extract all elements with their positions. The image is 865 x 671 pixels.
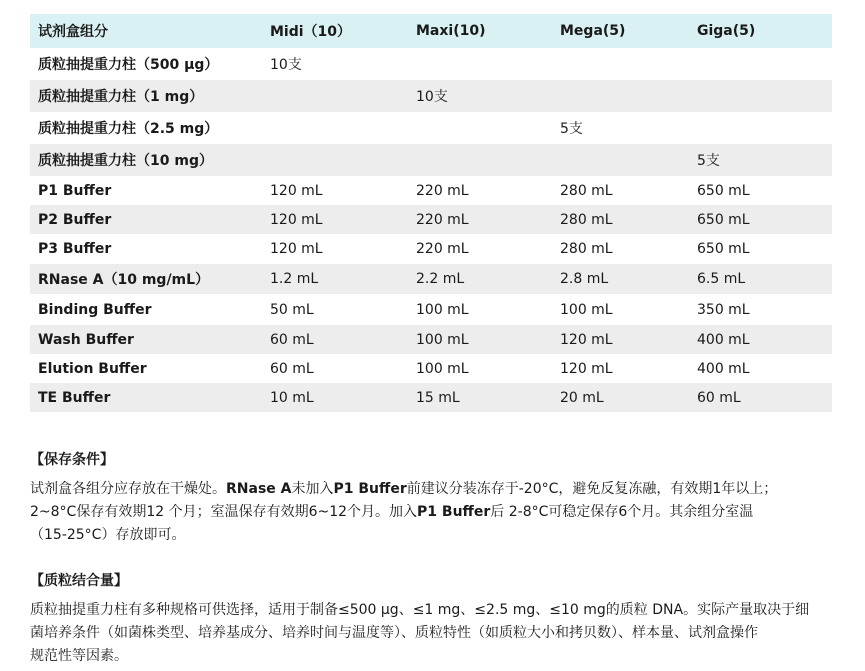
binding-line-2: 菌培养条件（如菌株类型、培养基成分、培养时间与温度等）、质粒特性（如质粒大小和拷贝数）、样本量、试剂盒操作 xyxy=(30,625,758,641)
quantity-cell: 50 mL xyxy=(270,301,314,318)
quantity-cell: 280 mL xyxy=(560,182,613,199)
quantity-cell: 350 mL xyxy=(697,301,750,318)
table-row xyxy=(30,176,832,205)
table-row xyxy=(30,383,832,412)
quantity-cell: 60 mL xyxy=(697,389,741,406)
component-name-cell: 质粒抽提重力柱（500 μg） xyxy=(38,57,219,73)
component-name-cell: RNase A（10 mg/mL） xyxy=(38,272,210,288)
quantity-cell: 60 mL xyxy=(270,331,314,348)
storage-bold-rnase: RNase A xyxy=(226,481,292,497)
quantity-cell: 400 mL xyxy=(697,360,750,377)
component-name-cell: Elution Buffer xyxy=(38,360,147,377)
header-giga: Giga(5) xyxy=(697,23,756,39)
quantity-cell xyxy=(262,80,408,112)
quantity-cell: 5支 xyxy=(697,153,720,169)
quantity-cell: 60 mL xyxy=(270,360,314,377)
component-name-cell: P3 Buffer xyxy=(38,241,112,257)
table-row xyxy=(30,294,832,325)
quantity-cell: 220 mL xyxy=(416,182,469,199)
table-row xyxy=(30,112,832,144)
storage-text-1: 试剂盒各组分应存放在干燥处。 xyxy=(30,481,226,497)
header-midi: Midi（10） xyxy=(270,24,352,40)
storage-text-5: 后 2-8°C可稳定保存6个月。其余组分室温 xyxy=(490,504,754,520)
quantity-cell: 280 mL xyxy=(560,211,613,228)
storage-title: 【保存条件】 xyxy=(30,452,114,468)
quantity-cell: 5支 xyxy=(560,121,583,137)
quantity-cell xyxy=(262,144,408,176)
table-header-row xyxy=(30,14,832,48)
component-name-cell: P1 Buffer xyxy=(38,182,112,199)
quantity-cell: 100 mL xyxy=(416,301,469,318)
quantity-cell: 1.2 mL xyxy=(270,271,319,287)
storage-text-2: 未加入 xyxy=(291,481,334,497)
quantity-cell xyxy=(552,48,689,80)
quantity-cell: 280 mL xyxy=(560,241,613,257)
quantity-cell: 2.2 mL xyxy=(416,271,465,287)
quantity-cell xyxy=(262,112,408,144)
quantity-cell: 220 mL xyxy=(416,211,469,228)
quantity-cell: 120 mL xyxy=(560,331,613,348)
quantity-cell: 120 mL xyxy=(270,211,323,228)
quantity-cell xyxy=(408,112,552,144)
table-row xyxy=(30,354,832,383)
component-name-cell: P2 Buffer xyxy=(38,211,112,228)
quantity-cell: 15 mL xyxy=(416,389,460,406)
quantity-cell: 120 mL xyxy=(270,241,323,257)
quantity-cell: 650 mL xyxy=(697,182,750,199)
binding-line-1: 质粒抽提重力柱有多种规格可供选择，适用于制备≤500 μg、≤1 mg、≤2.5 mg、≤10 mg的质粒 DNA。实际产量取决于细 xyxy=(30,602,810,618)
quantity-cell: 10支 xyxy=(270,57,302,73)
binding-capacity-section xyxy=(30,570,830,668)
quantity-cell xyxy=(689,112,832,144)
table-row xyxy=(30,325,832,354)
table-body xyxy=(30,48,832,412)
kit-components-table xyxy=(30,14,832,412)
quantity-cell: 100 mL xyxy=(416,360,469,377)
component-name-cell: Wash Buffer xyxy=(38,331,134,348)
table-row xyxy=(30,264,832,294)
quantity-cell: 120 mL xyxy=(270,182,323,199)
component-name-cell: TE Buffer xyxy=(38,389,111,406)
quantity-cell: 2.8 mL xyxy=(560,271,609,287)
quantity-cell: 220 mL xyxy=(416,241,469,257)
quantity-cell: 100 mL xyxy=(560,301,613,318)
component-name-cell: Binding Buffer xyxy=(38,301,152,318)
storage-text-4: 2~8°C保存有效期12 个月；室温保存有效期6~12个月。加入 xyxy=(30,504,418,520)
quantity-cell: 400 mL xyxy=(697,331,750,348)
storage-bold-p1-b: P1 Buffer xyxy=(417,504,491,520)
component-name-cell: 质粒抽提重力柱（2.5 mg） xyxy=(38,121,219,137)
quantity-cell xyxy=(689,80,832,112)
storage-bold-p1-a: P1 Buffer xyxy=(333,481,407,497)
quantity-cell xyxy=(552,80,689,112)
table-row xyxy=(30,144,832,176)
table-row xyxy=(30,48,832,80)
storage-text xyxy=(30,478,830,547)
quantity-cell xyxy=(408,48,552,80)
table-row xyxy=(30,205,832,234)
quantity-cell: 100 mL xyxy=(416,331,469,348)
binding-title: 【质粒结合量】 xyxy=(30,573,128,589)
header-maxi: Maxi(10) xyxy=(416,23,486,39)
storage-conditions-section xyxy=(30,449,830,547)
quantity-cell: 6.5 mL xyxy=(697,271,746,287)
storage-text-6: （15-25°C）存放即可。 xyxy=(30,527,186,543)
table-row xyxy=(30,234,832,264)
quantity-cell xyxy=(408,144,552,176)
binding-line-3: 规范性等因素。 xyxy=(30,648,128,664)
quantity-cell xyxy=(552,144,689,176)
binding-text xyxy=(30,599,830,668)
quantity-cell: 10支 xyxy=(416,89,448,105)
quantity-cell xyxy=(689,48,832,80)
quantity-cell: 650 mL xyxy=(697,211,750,228)
quantity-cell: 10 mL xyxy=(270,389,314,406)
storage-text-3: 前建议分装冻存于-20°C，避免反复冻融，有效期1年以上； xyxy=(406,481,778,497)
component-name-cell: 质粒抽提重力柱（10 mg） xyxy=(38,153,213,169)
quantity-cell: 20 mL xyxy=(560,389,604,406)
quantity-cell: 650 mL xyxy=(697,241,750,257)
header-mega: Mega(5) xyxy=(560,23,626,39)
quantity-cell: 120 mL xyxy=(560,360,613,377)
component-name-cell: 质粒抽提重力柱（1 mg） xyxy=(38,89,204,105)
header-component: 试剂盒组分 xyxy=(38,24,108,40)
table-row xyxy=(30,80,832,112)
